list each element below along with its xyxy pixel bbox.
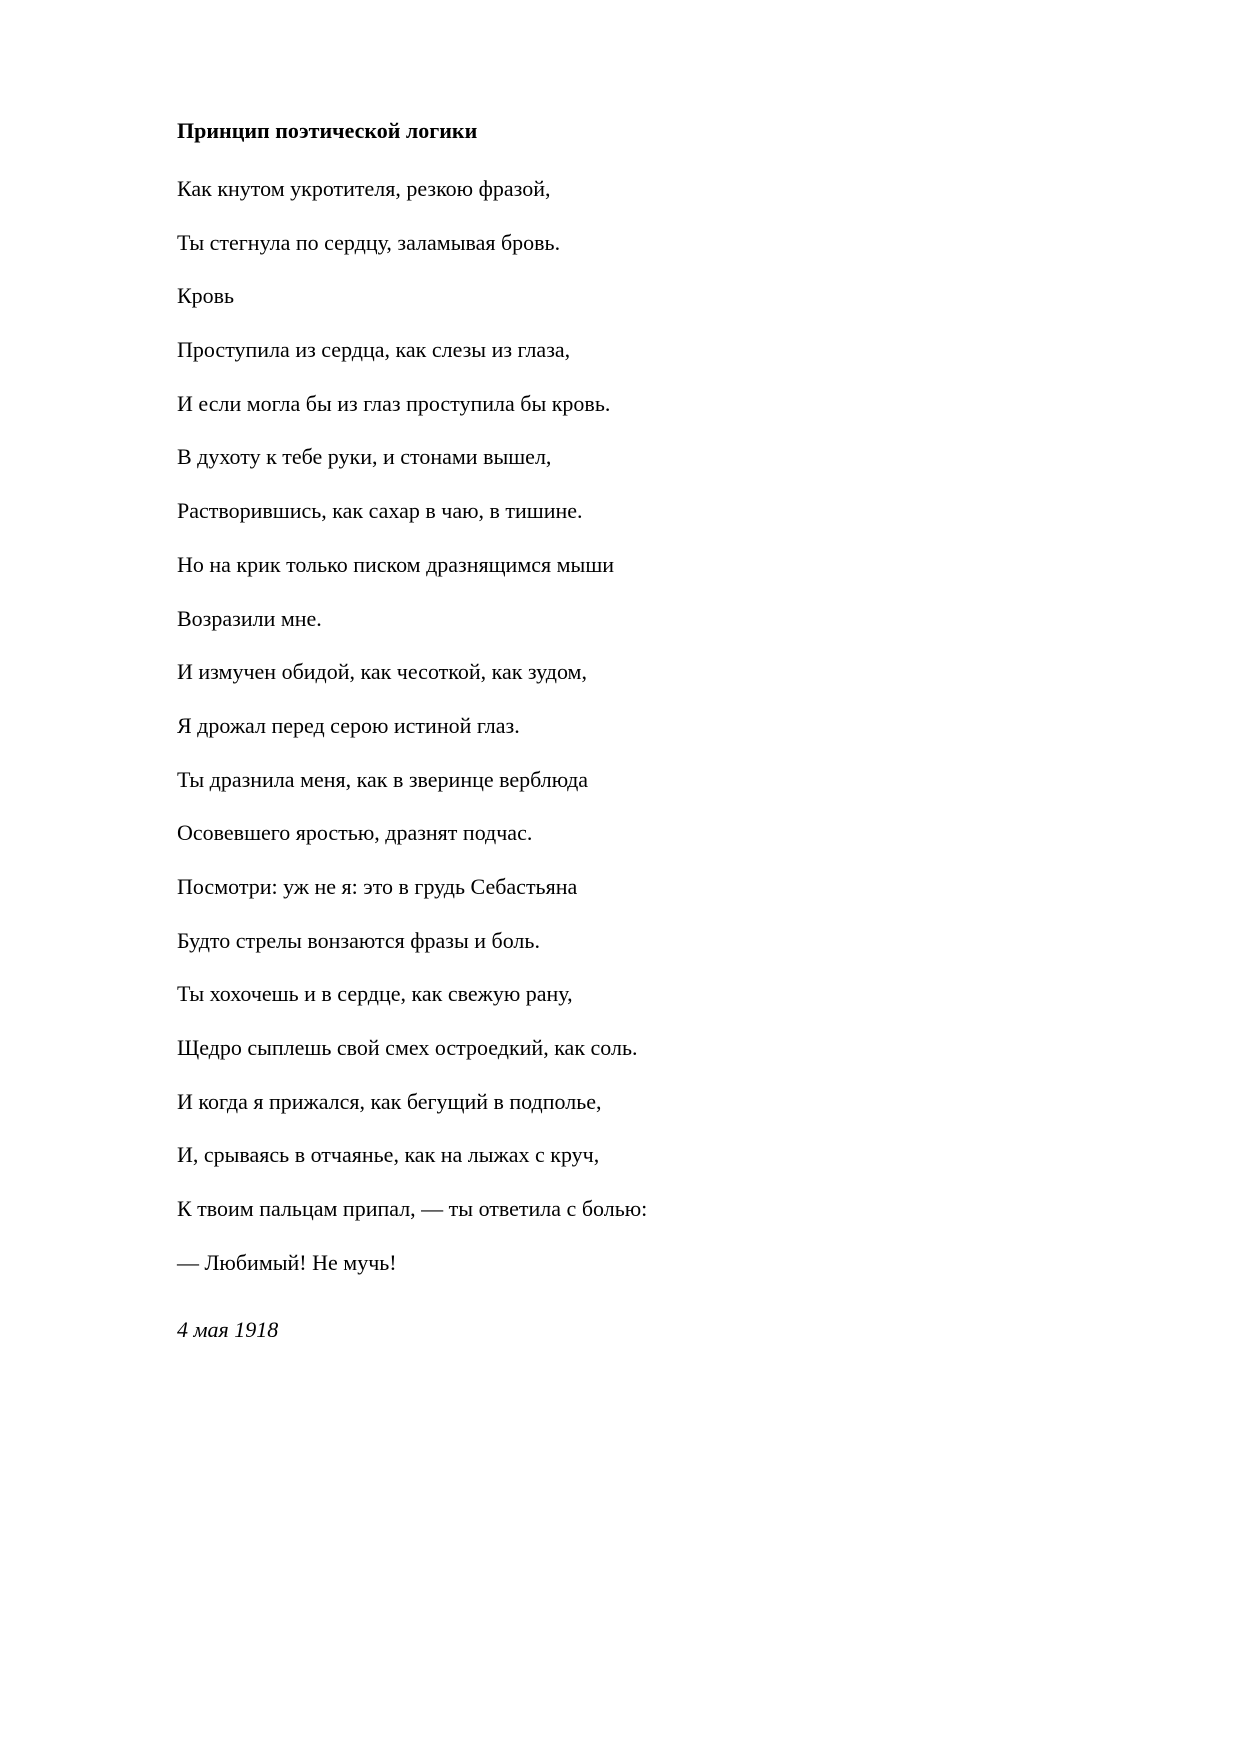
poem-line: Проступила из сердца, как слезы из глаза, — [177, 337, 571, 363]
poem-line: И, срываясь в отчаянье, как на лыжах с круч, — [177, 1142, 600, 1168]
poem-line: Ты стегнула по сердцу, заламывая бровь. — [177, 229, 561, 255]
poem-line: Осовевшего яростью, дразнят подчас. — [177, 820, 533, 846]
poem-line: Ты хохочешь и в сердце, как свежую рану, — [177, 981, 573, 1007]
poem-line: — Любимый! Не мучь! — [177, 1249, 397, 1275]
poem-body — [177, 175, 647, 1302]
poem-line: В духоту к тебе руки, и стонами вышел, — [177, 444, 552, 470]
poem-line: К твоим пальцам припал, — ты ответила с болью: — [177, 1196, 648, 1222]
poem-line: И измучен обидой, как чесоткой, как зудом, — [177, 659, 587, 685]
poem-line: Возразили мне. — [177, 605, 322, 631]
poem-line: Я дрожал перед серою истиной глаз. — [177, 712, 520, 738]
poem-line: И когда я прижался, как бегущий в подполье, — [177, 1088, 602, 1114]
poem-line: Щедро сыплешь свой смех остроедкий, как соль. — [177, 1035, 638, 1060]
poem-line: Но на крик только писком дразнящимся мыши — [177, 551, 615, 577]
poem-line: Как кнутом укротителя, резкою фразой, — [177, 176, 551, 201]
poem-line: Кровь — [177, 283, 235, 309]
poem-line: Растворившись, как сахар в чаю, в тишине. — [177, 498, 583, 524]
poem-line: Посмотри: уж не я: это в грудь Себастьяна — [177, 873, 578, 899]
poem-line: И если могла бы из глаз проступила бы кровь. — [177, 390, 611, 416]
poem-line: Ты дразнила меня, как в зверинце верблюда — [177, 766, 589, 792]
poem-title: Принцип поэтической логики — [177, 118, 478, 143]
poem-date: 4 мая 1918 — [177, 1317, 279, 1342]
poem-line: Будто стрелы вонзаются фразы и боль. — [177, 927, 540, 953]
